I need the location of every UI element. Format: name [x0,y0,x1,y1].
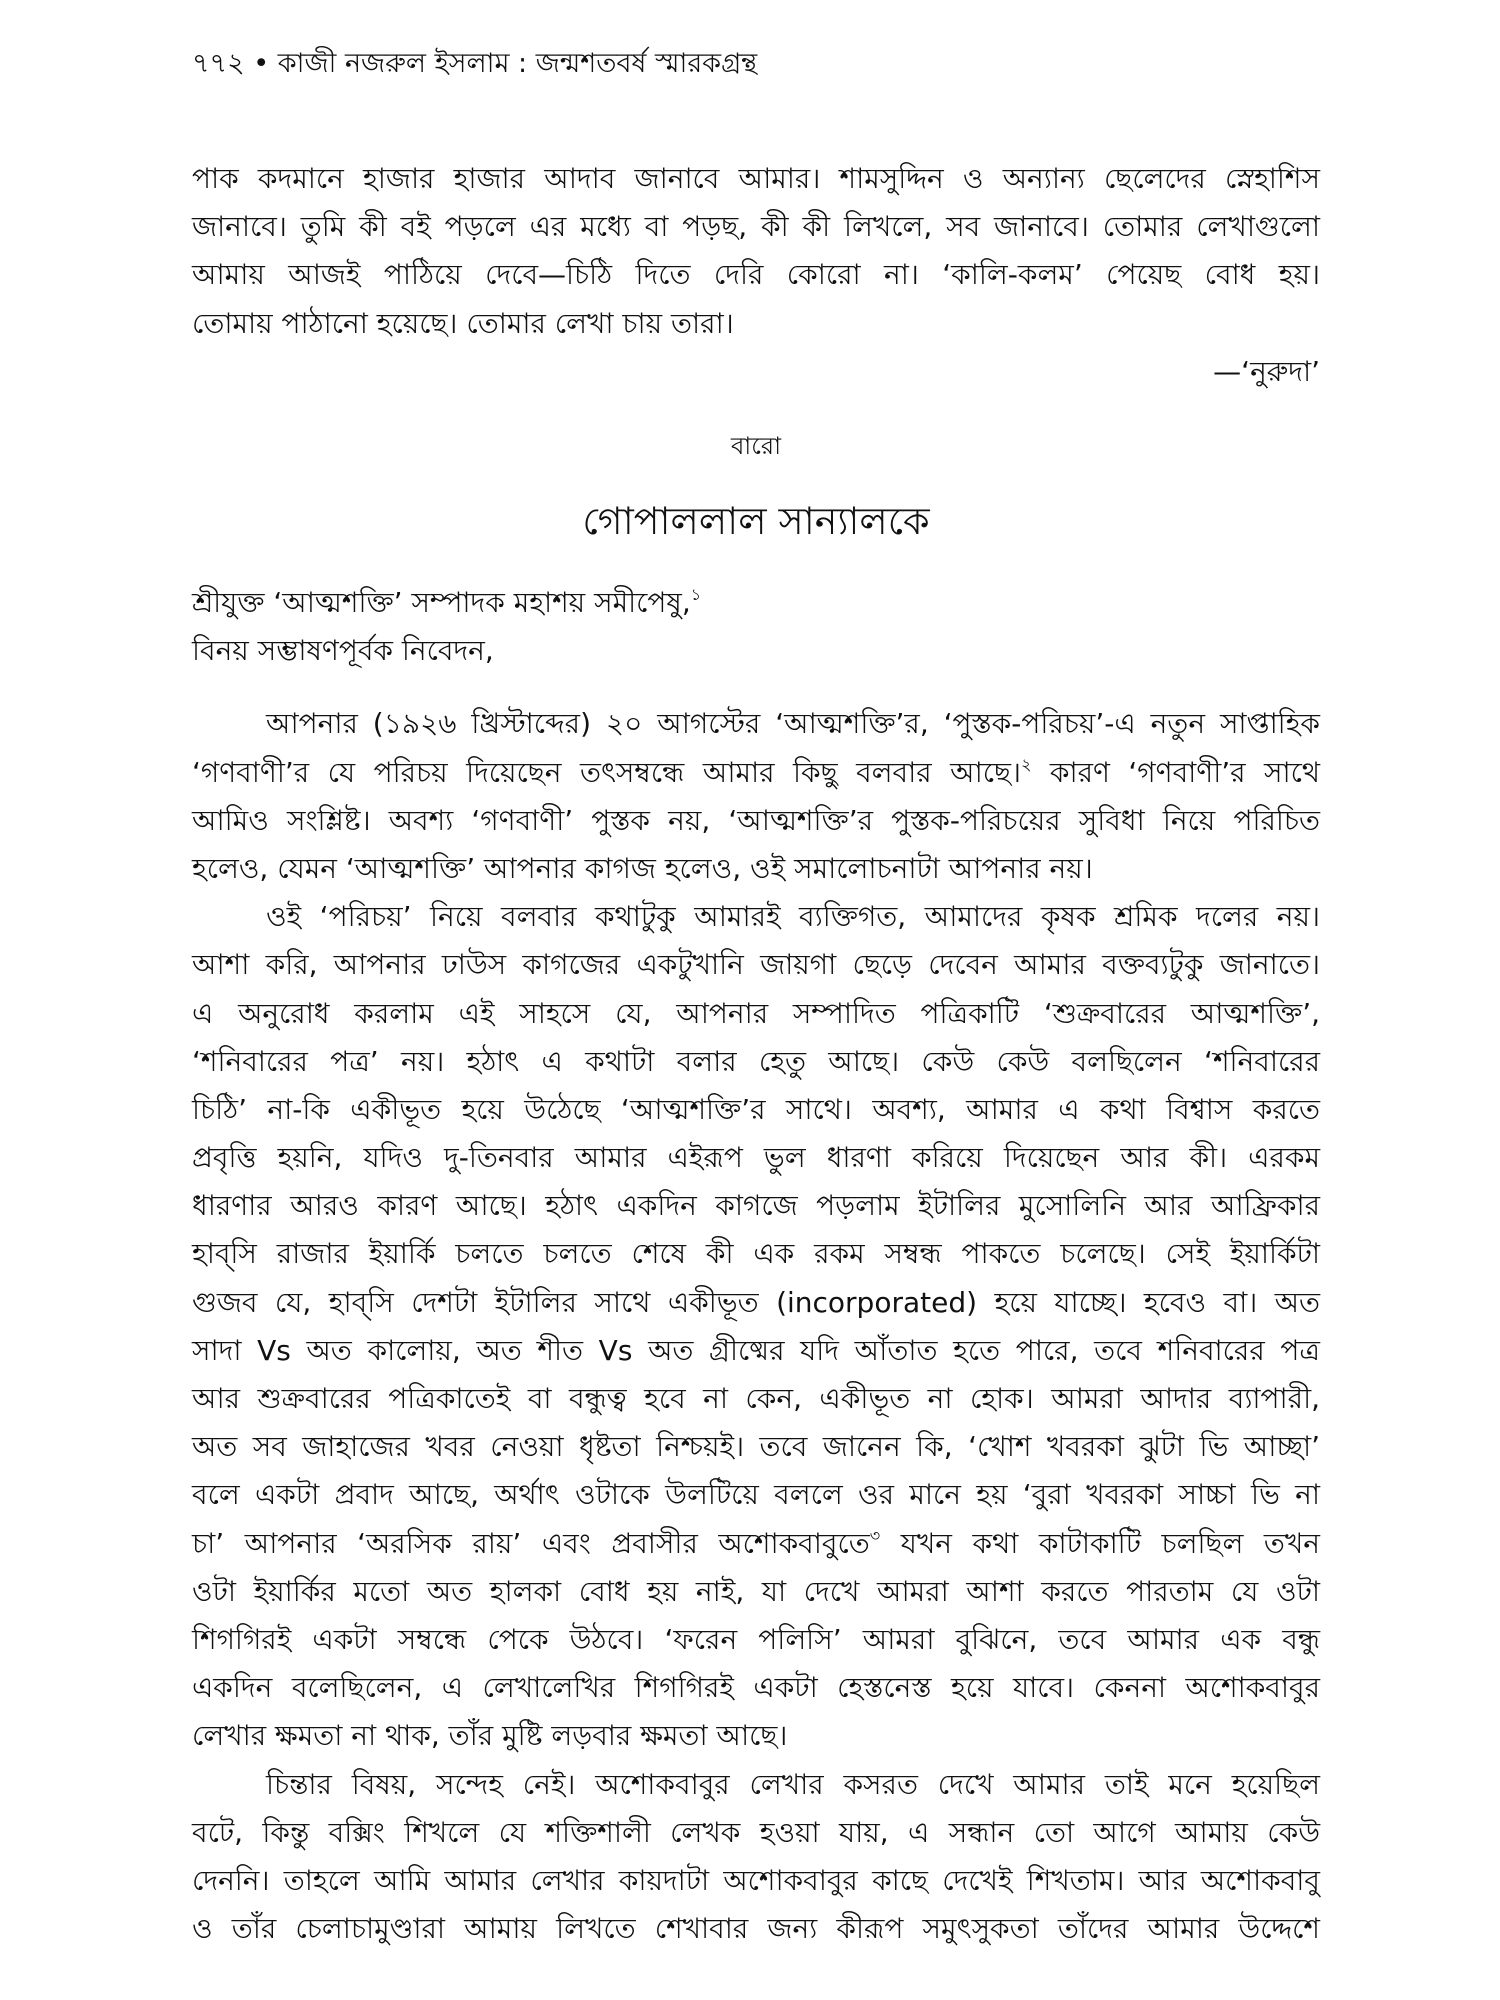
signature: —‘নুরুদা’ [1213,355,1320,388]
line-text: ও তাঁর চেলাচামুণ্ডারা আমায় লিখতে শেখাবার জন্য কীরূপ সমুৎসুকতা তাঁদের আমার উদ্দেশে [192,1912,1320,1946]
line-text: দেননি। তাহলে আমি আমার লেখার কায়দাটা অশোকবাবুর কাছে দেখেই শিখতাম। আর অশোকবাবু [192,1863,1320,1897]
text-line [192,1327,1320,1375]
footnote-marker[interactable]: ১ [690,585,702,604]
line-text: ‘গণবাণী’র যে পরিচয় দিয়েছেন তৎসম্বন্ধে আমার কিছু বলবার আছে। [192,755,1021,789]
line-text: হাব্‌সি রাজার ইয়ার্কি চলতে চলতে শেষে কী এক রকম সম্বন্ধ পাকতে চলেছে। সেই ইয়ার্কিটা [192,1237,1320,1271]
letter-title: গোপাললাল সান্যালকে [582,499,930,543]
text-line [192,1038,1320,1086]
text-line [192,749,1320,797]
line-text: ওই ‘পরিচয়’ নিয়ে বলবার কথাটুকু আমারই ব্যক্তিগত, আমাদের কৃষক শ্রমিক দলের নয়। [266,900,1320,934]
line-text: ধারণার আরও কারণ আছে। হঠাৎ একদিন কাগজে পড়লাম ইটালির মুসোলিনি আর আফ্রিকার [192,1189,1320,1223]
line-text: গুজব যে, হাব্‌সি দেশটা ইটালির সাথে একীভূত (incorporated) হয়ে যাচ্ছে। হবেও বা। অত [192,1285,1320,1319]
line-text: আমিও সংশ্লিষ্ট। অবশ্য ‘গণবাণী’ পুস্তক নয়, ‘আত্মশক্তি’র পুস্তক-পরিচয়ের সুবিধা নিয়ে পরিচিত [192,803,1320,837]
line-text: ‘শনিবারের পত্র’ নয়। হঠাৎ এ কথাটা বলার হেতু আছে। কেউ কেউ বলছিলেন ‘শনিবারের [192,1044,1320,1078]
line-text: হলেও, যেমন ‘আত্মশক্তি’ আপনার কাগজ হলেও, ওই সমালোচনাটা আপনার নয়। [192,851,1093,885]
text-line [192,1134,1320,1182]
text-line [192,700,1320,748]
footnote-marker[interactable]: ২ [1021,754,1032,774]
text-line [192,1568,1320,1616]
text-line [192,941,1320,989]
text-line [192,1905,1320,1953]
text-line [192,155,1320,203]
text-line [192,893,1320,941]
text-line [192,1375,1320,1423]
line-text: চিঠি’ না-কি একীভূত হয়ে উঠেছে ‘আত্মশক্তি’র সাথে। অবশ্য, আমার এ কথা বিশ্বাস করতে [192,1092,1320,1126]
text-line [192,1086,1320,1134]
line-text: আর শুক্রবারের পত্রিকাতেই বা বন্ধুত্ব হবে না কেন, একীভূত না হোক। আমরা আদার ব্যাপারী, [192,1382,1320,1415]
previous-letter-ending [192,155,1320,348]
text-line [192,579,1320,627]
line-text: তোমায় পাঠানো হয়েছে। তোমার লেখা চায় তারা। [192,306,734,340]
line-text: শ্রীযুক্ত ‘আত্মশক্তি’ সম্পাদক মহাশয় সমীপেষু, [192,586,691,619]
line-text: অত সব জাহাজের খবর নেওয়া ধৃষ্টতা নিশ্চয়ই। তবে জানেন কি, ‘খোশ খবরকা ঝুটা ভি আচ্ছা’ [192,1430,1320,1464]
line-text: বটে, কিন্তু বক্সিং শিখলে যে শক্তিশালী লেখক হওয়া যায়, এ সন্ধান তো আগে আমায় কেউ [192,1815,1320,1849]
letter-body [192,579,1320,1953]
text-line [192,1664,1320,1712]
line-text: বিনয় সম্ভাষণপূর্বক নিবেদন, [192,634,494,668]
text-line [192,1809,1320,1857]
text-line [192,251,1320,299]
line-text: সাদা Vs অত কালোয়, অত শীত Vs অত গ্রীষ্মের যদি আঁতাত হতে পারে, তবে শনিবারের পত্র [192,1333,1320,1367]
line-text: চিন্তার বিষয়, সন্দেহ নেই। অশোকবাবুর লেখার কসরত দেখে আমার তাই মনে হয়েছিল [266,1767,1320,1801]
line-text: আপনার (১৯২৬ খ্রিস্টাব্দের) ২০ আগস্টের ‘আত্মশক্তি’র, ‘পুস্তক-পরিচয়’-এ নতুন সাপ্তাহিক [266,707,1320,741]
line-text: বলে একটা প্রবাদ আছে, অর্থাৎ ওটাকে উলটিয়ে বললে ওর মানে হয় ‘বুরা খবরকা সাচ্চা ভি না [192,1478,1320,1512]
line-text: শিগগিরই একটা সম্বন্ধে পেকে উঠবে। ‘ফরেন পলিসি’ আমরা বুঝিনে, তবে আমার এক বন্ধু [192,1622,1320,1656]
line-text: প্রবৃত্তি হয়নি, যদিও দু-তিনবার আমার এইরূপ ভুল ধারণা করিয়ে দিয়েছেন আর কী। এরকম [192,1141,1320,1175]
text-line [192,1520,1320,1568]
line-text: লেখার ক্ষমতা না থাক, তাঁর মুষ্টি লড়বার ক্ষমতা আছে। [192,1719,788,1753]
line-text: এ অনুরোধ করলাম এই সাহসে যে, আপনার সম্পাদিত পত্রিকাটি ‘শুক্রবারের আত্মশক্তি’, [192,996,1320,1030]
text-line [192,1616,1320,1664]
text-line [192,1230,1320,1278]
line-text: একদিন বলেছিলেন, এ লেখালেখির শিগগিরই একটা হেস্তনেস্ত হয়ে যাবে। কেননা অশোকবাবুর [192,1671,1320,1705]
text-line [192,203,1320,251]
line-text: ওটা ইয়ার্কির মতো অত হালকা বোধ হয় নাই, যা দেখে আমরা আশা করতে পারতাম যে ওটা [192,1574,1320,1608]
text-line [192,300,1320,348]
line-text: আশা করি, আপনার ঢাউস কাগজের একটুখানি জায়গা ছেড়ে দেবেন আমার বক্তব্যটুকু জানাতে। [192,948,1320,982]
text-line [192,845,1320,893]
footnote-marker[interactable]: ৩ [869,1525,881,1545]
line-text: জানাবে। তুমি কী বই পড়লে এর মধ্যে বা পড়ছ, কী কী লিখলে, সব জানাবে। তোমার লেখাগুলো [192,210,1320,244]
text-line [192,990,1320,1038]
line-text-continued: কারণ ‘গণবাণী’র সাথে [1031,755,1321,789]
text-line [192,1279,1320,1327]
text-line [192,1423,1320,1471]
running-header: ৭৭২ • কাজী নজরুল ইসলাম : জন্মশতবর্ষ স্মারকগ্রন্থ [192,48,758,79]
text-line [192,1712,1320,1760]
line-text: চা’ আপনার ‘অরসিক রায়’ এবং প্রবাসীর অশোকবাবুতে [192,1526,870,1560]
text-line [192,1471,1320,1519]
line-text: আমায় আজই পাঠিয়ে দেবে—চিঠি দিতে দেরি কোরো না। ‘কালি-কলম’ পেয়েছ বোধ হয়। [192,258,1320,292]
line-text: পাক কদমানে হাজার হাজার আদাব জানাবে আমার। শামসুদ্দিন ও অন্যান্য ছেলেদের স্নেহাশিস [192,162,1320,195]
section-number: বারো [730,432,782,460]
text-line [192,797,1320,845]
text-line [192,1857,1320,1905]
line-text-continued: যখন কথা কাটাকাটি চলছিল তখন [880,1526,1320,1560]
text-line [192,1761,1320,1809]
text-line [192,1182,1320,1230]
text-line [192,627,1320,675]
